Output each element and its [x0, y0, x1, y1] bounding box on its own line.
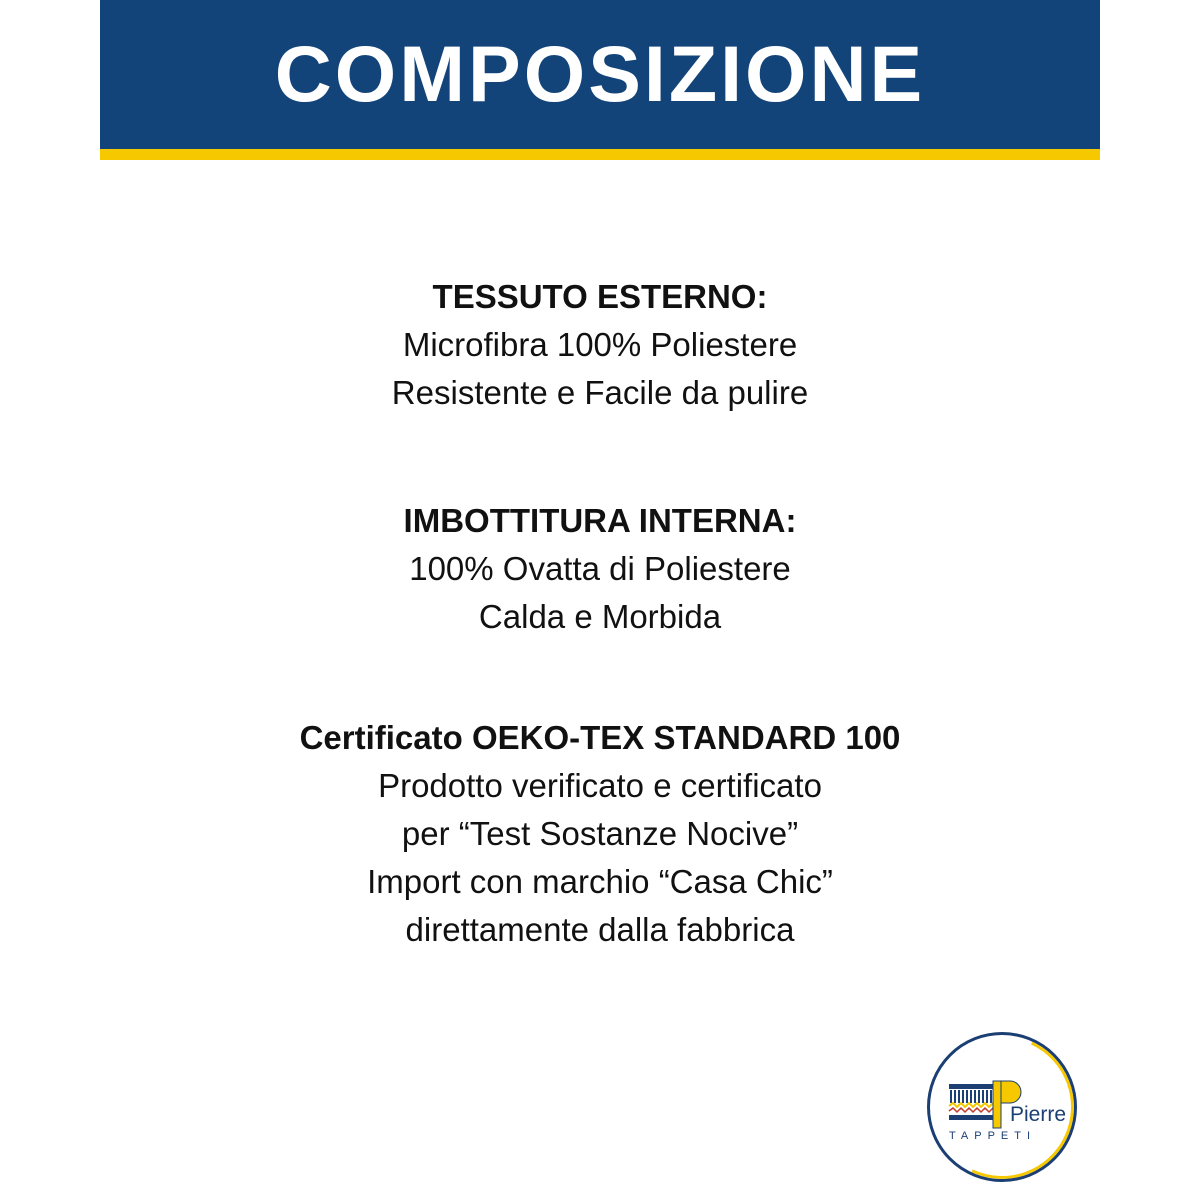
section-line: per “Test Sostanze Nocive” — [401, 815, 799, 852]
section-line: Calda e Morbida — [478, 598, 722, 635]
section-heading: IMBOTTITURA INTERNA: — [403, 502, 797, 539]
section-outer-fabric — [0, 273, 1200, 417]
section-inner-padding — [0, 497, 1200, 641]
page-title: COMPOSIZIONE — [274, 29, 926, 118]
header-banner — [100, 0, 1100, 149]
section-heading: Certificato OEKO-TEX STANDARD 100 — [299, 719, 901, 756]
loom-icon — [930, 1035, 1074, 1179]
section-line: Microfibra 100% Poliestere — [402, 326, 798, 363]
section-line: 100% Ovatta di Poliestere — [409, 550, 791, 587]
section-line: Prodotto verificato e certificato — [378, 767, 822, 804]
section-line: Resistente e Facile da pulire — [391, 374, 809, 411]
brand-logo — [927, 1032, 1077, 1182]
section-heading: TESSUTO ESTERNO: — [432, 278, 768, 315]
section-line: direttamente dalla fabbrica — [405, 911, 795, 948]
section-certification — [0, 714, 1200, 954]
header-accent-stripe — [100, 149, 1100, 160]
logo-subtitle: TAPPETI — [949, 1130, 1037, 1142]
section-line: Import con marchio “Casa Chic” — [367, 863, 833, 900]
logo-brand-name: Pierre — [1010, 1103, 1067, 1126]
